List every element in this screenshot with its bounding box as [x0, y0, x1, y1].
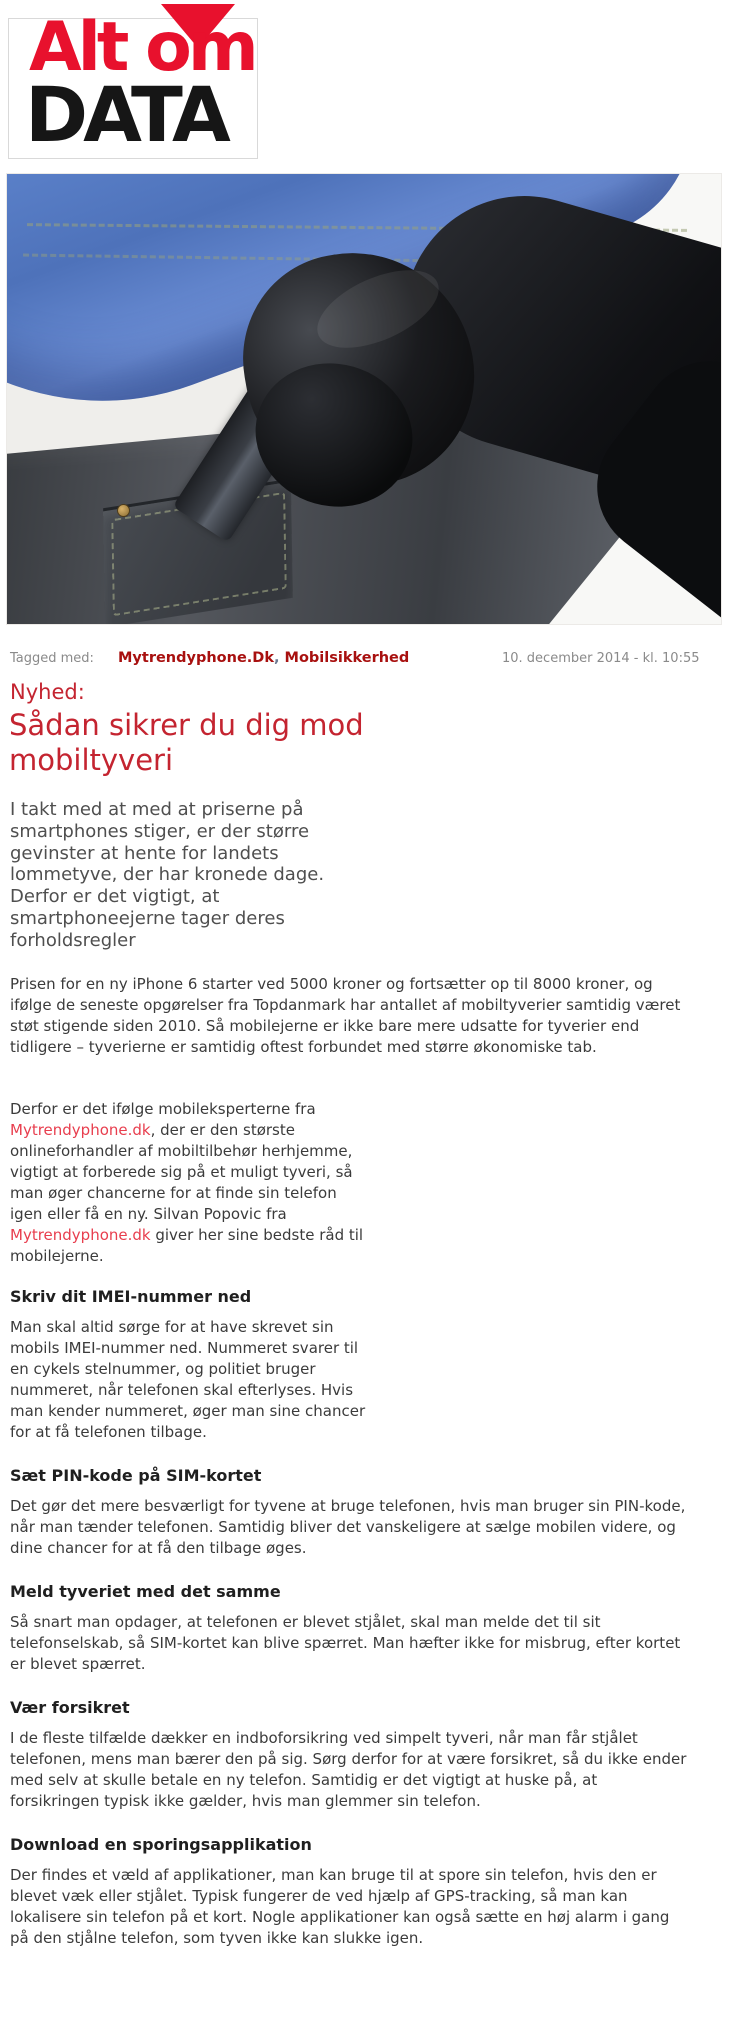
paragraph-text: giver her sine bedste råd til mobilejerne.: [10, 1226, 364, 1265]
article-section: [10, 1288, 710, 1443]
pocket-rivet: [117, 504, 130, 517]
logo-text-data: DATA: [25, 70, 226, 159]
section-heading: Meld tyveriet med det samme: [10, 1582, 281, 1601]
section-paragraph: Der findes et væld af applikationer, man kan bruge til at spore sin telefon, hvis den er blevet væk eller stjålet. Typisk fungerer de ved hjælp af GPS-tracking, så man kan lokalisere sin telefon på et kort. Nogle applikationer kan også sætte en høj alarm i gang på den stjålne telefon, som tyven ikke kan slukke igen.: [10, 1866, 670, 1947]
section-list: [10, 1288, 710, 1973]
article-meta: [10, 650, 722, 670]
logo[interactable]: [8, 8, 258, 159]
paragraph-text: Derfor er det ifølge mobileksperterne fra: [10, 1100, 316, 1118]
kicker: Nyhed:: [10, 680, 85, 704]
article-section: [10, 1583, 710, 1675]
inline-link[interactable]: Mytrendyphone.dk: [10, 1226, 151, 1244]
article-section: [10, 1836, 710, 1949]
article-section: [10, 1467, 710, 1559]
article-photo: [6, 173, 722, 625]
tag-list: [118, 651, 409, 666]
tag-link[interactable]: Mytrendyphone.Dk: [118, 650, 274, 666]
section-heading: Download en sporingsapplikation: [10, 1835, 312, 1854]
section-paragraph: Man skal altid sørge for at have skrevet sin mobils IMEI-nummer ned. Nummeret svarer til en cykels stelnummer, og politiet bruger nummeret, når telefonen skal efterlyses. Hvis man kender nummeret, øger man sine chancer for at få telefonen tilbage.: [10, 1318, 366, 1441]
tag-separator: ,: [273, 650, 285, 666]
section-heading: Vær forsikret: [10, 1698, 130, 1717]
linked-paragraph: [10, 1099, 372, 1267]
section-paragraph: Så snart man opdager, at telefonen er blevet stjålet, skal man melde det til sit telefonselskab, så SIM-kortet kan blive spærret. Man hæfter ikke for misbrug, efter kortet er blevet spærret.: [10, 1613, 681, 1673]
article-lead: I takt med at med at priserne på smartphones stiger, er der større gevinster at hente for landets lommetyve, der har kronede dage. Derfor er det vigtigt, at smartphoneejerne tager deres forholdsregler: [10, 799, 325, 951]
intro-paragraph: Prisen for en ny iPhone 6 starter ved 5000 kroner og fortsætter op til 8000 kroner, og ifølge de seneste opgørelser fra Topdanmark har antallet af mobiltyverier samtidig været støt stigende siden 2010. Så mobilejerne er ikke bare mere udsatte for tyverier end tidligere – tyverierne er samtidig oftest forbundet med større økonomiske tab.: [10, 975, 681, 1056]
section-paragraph: Det gør det mere besværligt for tyvene at bruge telefonen, hvis man bruger sin PIN-kode, når man tænder telefonen. Samtidig bliver det vanskeligere at sælge mobilen videre, og dine chancer for at få den tilbage øges.: [10, 1497, 686, 1557]
logo-text-alt-om: Alt om: [29, 8, 255, 87]
section-heading: Sæt PIN-kode på SIM-kortet: [10, 1466, 262, 1485]
tagged-label: Tagged med:: [10, 651, 94, 666]
paragraph-text: , der er den største onlineforhandler af mobiltilbehør herhjemme, vigtigt at forberede sig på et muligt tyveri, så man øger chancerne for at finde sin telefon igen eller få en ny. Silvan Popovic fra: [10, 1121, 353, 1223]
section-paragraph: I de fleste tilfælde dækker en indboforsikring ved simpelt tyveri, når man får stjålet telefonen, mens man bærer den på sig. Sørg derfor for at være forsikret, så du ikke ender med selv at skulle betale en ny telefon. Samtidig er det vigtigt at huske på, at forsikringen typisk ikke gælder, hvis man glemmer sin telefon.: [10, 1729, 687, 1810]
article-date: 10. december 2014 - kl. 10:55: [502, 651, 700, 666]
article-section: [10, 1699, 710, 1812]
section-heading: Skriv dit IMEI-nummer ned: [10, 1287, 252, 1306]
inline-link[interactable]: Mytrendyphone.dk: [10, 1121, 151, 1139]
article-title: Sådan sikrer du dig mod mobiltyveri: [9, 708, 364, 777]
tag-link[interactable]: Mobilsikkerhed: [284, 650, 410, 666]
